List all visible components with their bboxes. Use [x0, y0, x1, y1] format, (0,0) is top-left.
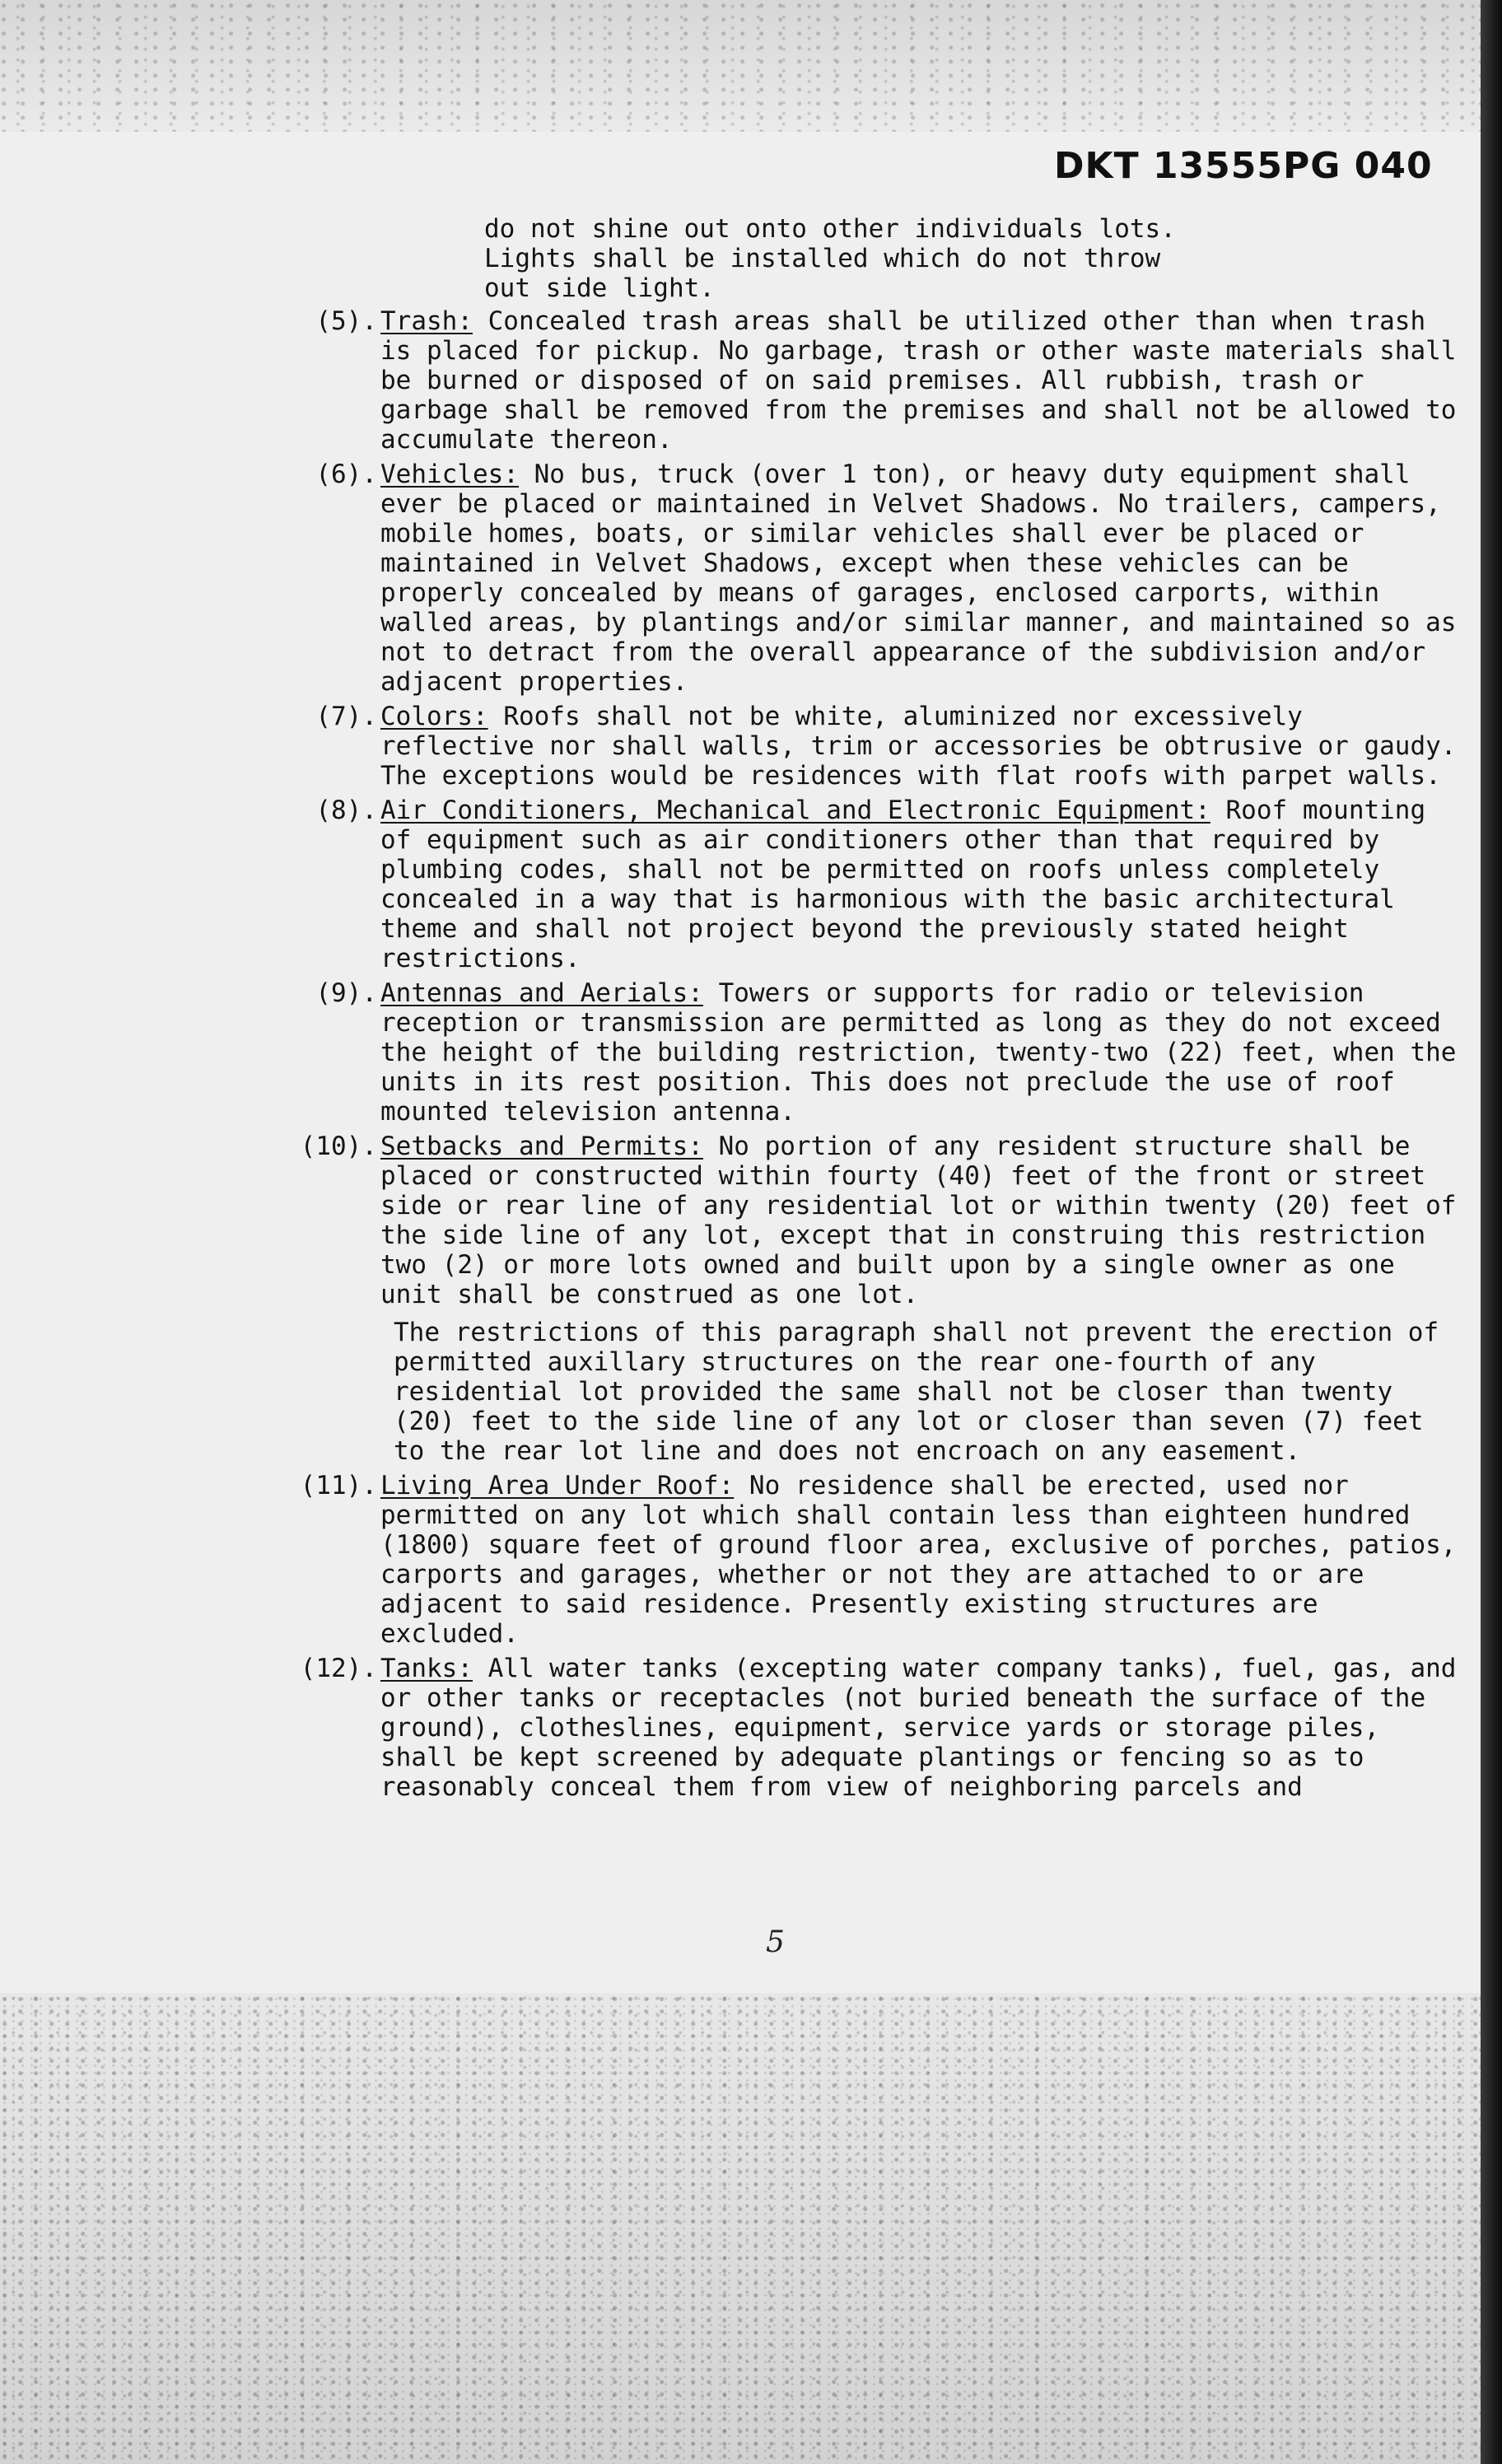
item-text: No bus, truck (over 1 ton), or heavy duty equipment shall ever be placed or maintained in Velvet Shadows. No trailers, campers, mobile homes, boats, or similar vehicles shall ever be placed or maintained in Velvet Shadows, except when these vehicles can be properly concealed by means of garages, enclosed carports, within walled areas, by plantings and/or similar manner, and maintained so as not to detract from the overall appearance of the subdivision and/or adjacent properties. — [380, 460, 1457, 697]
item-number: (12). — [300, 1654, 377, 1683]
item-heading: Vehicles: — [380, 460, 519, 489]
item-text: Towers or supports for radio or television reception or transmission are permitted as long as they do not exceed the height of the building restriction, twenty-two (22) feet, when the units in its rest position. This does not preclude the use of roof mounted television antenna. — [380, 978, 1457, 1127]
item-9-antennas — [280, 978, 1466, 1127]
item-number: (11). — [300, 1471, 377, 1500]
item-heading: Tanks: — [380, 1654, 473, 1683]
item-text: Roof mounting of equipment such as air conditioners other than that required by plumbing codes, shall not be permitted on roofs unless completely concealed in a way that is harmonious with the basic architectural theme and shall not project beyond the previously stated height restrictions. — [380, 796, 1426, 973]
item-number: (8). — [315, 796, 377, 825]
item-heading: Antennas and Aerials: — [380, 978, 703, 1008]
item-text: Roofs shall not be white, aluminized nor excessively reflective nor shall walls, trim or accessories be obtrusive or gaudy. The exceptions would be residences with flat roofs with parpet walls. — [380, 702, 1457, 791]
item-number: (6). — [315, 460, 377, 489]
item-heading: Trash: — [380, 306, 473, 336]
item-8-air-conditioners — [280, 796, 1466, 973]
item-heading: Setbacks and Permits: — [380, 1132, 703, 1161]
item-6-vehicles — [280, 460, 1466, 697]
item-10-paragraph-2: The restrictions of this paragraph shall not prevent the erection of permitted auxillary structures on the rear one-fourth of any residential lot provided the same shall not be closer than twenty (20) feet to the side line of any lot or closer than seven (7) feet to the rear lot line and does not encroach on any easement. — [394, 1318, 1439, 1466]
item-12-tanks — [280, 1654, 1466, 1802]
docket-stamp: DKT 13555PG 040 — [1054, 145, 1433, 187]
document-body — [280, 214, 1466, 1807]
item-heading: Living Area Under Roof: — [380, 1471, 735, 1500]
item-heading: Air Conditioners, Mechanical and Electronic Equipment: — [380, 796, 1210, 825]
item-number: (5). — [315, 306, 377, 336]
item-text: All water tanks (excepting water company tanks), fuel, gas, and or other tanks or receptacles (not buried beneath the surface of the ground), clotheslines, equipment, service yards or storage piles, shall be kept screened by adequate plantings or fencing so as to reasonably conceal them from view of neighboring parcels and — [380, 1654, 1457, 1802]
item-heading: Colors: — [380, 702, 488, 731]
intro-line: Lights shall be installed which do not throw — [484, 244, 1161, 273]
item-number: (9). — [315, 978, 377, 1008]
item-number: (10). — [300, 1132, 377, 1161]
item-text: No residence shall be erected, used nor permitted on any lot which shall contain less than eighteen hundred (1800) square feet of ground floor area, exclusive of porches, patios, carports and garages, whether or not they are attached to or are adjacent to said residence. Presently existing structures are excluded. — [380, 1471, 1457, 1649]
intro-lines — [484, 214, 1466, 303]
scan-edge-right — [1481, 0, 1502, 2464]
item-5-trash — [280, 306, 1466, 455]
page-number: 5 — [766, 1925, 785, 1959]
item-text: No portion of any resident structure shall be placed or constructed within fourty (40) feet of the front or street side or rear line of any residential lot or within twenty (20) feet of the side line of any lot, except that in construing this restriction two (2) or more lots owned and built upon by a single owner as one unit shall be construed as one lot. — [380, 1132, 1457, 1309]
intro-line: do not shine out onto other individuals lots. — [484, 214, 1176, 244]
item-7-colors — [280, 702, 1466, 791]
scan-noise-top — [0, 0, 1481, 132]
item-number: (7). — [315, 702, 377, 731]
scan-noise-bottom — [0, 1993, 1481, 2464]
item-10-setbacks — [280, 1132, 1466, 1309]
item-11-living-area — [280, 1471, 1466, 1649]
intro-line: out side light. — [484, 273, 715, 303]
item-text: Concealed trash areas shall be utilized other than when trash is placed for pickup. No garbage, trash or other waste materials shall be burned or disposed of on said premises. All rubbish, trash or garbage shall be removed from the premises and shall not be allowed to accumulate thereon. — [380, 306, 1457, 455]
